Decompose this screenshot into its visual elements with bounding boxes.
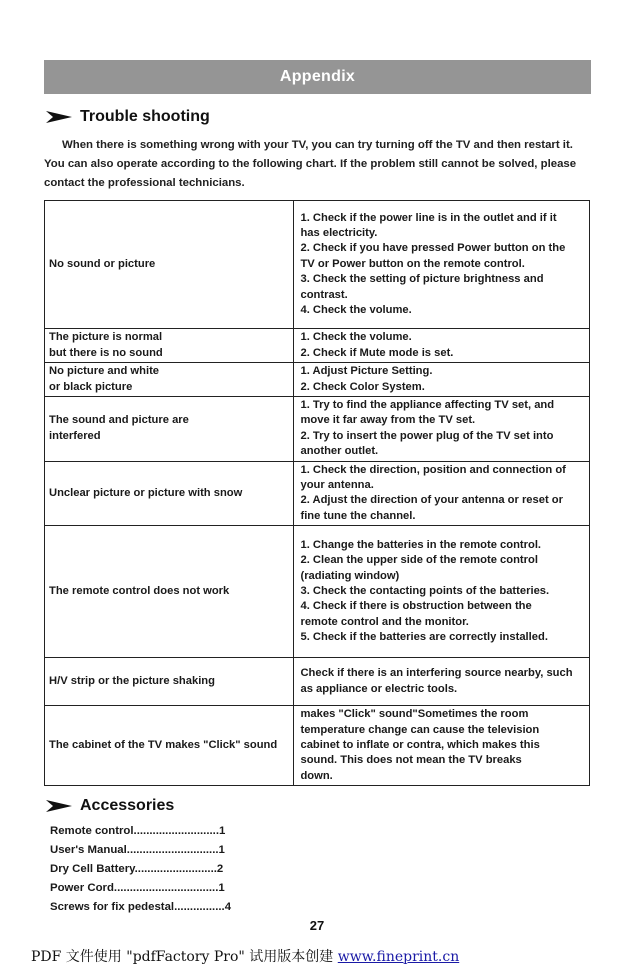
problem-cell <box>45 526 294 658</box>
table-row <box>45 461 590 526</box>
solution-text: 1. Change the batteries in the remote control. <box>300 538 542 551</box>
solution-text: move it far away from the TV set. <box>300 414 476 427</box>
page-number: 27 <box>309 918 325 933</box>
table-row <box>45 658 590 706</box>
solution-text: 1. Check the direction, position and connection of <box>300 463 566 476</box>
appendix-header <box>44 60 591 94</box>
problem-text: but there is no sound <box>49 346 163 359</box>
solution-text: your antenna. <box>300 479 374 492</box>
intro-line-2: You can also operate according to the following chart. If the problem still cannot be solved, please <box>44 158 577 170</box>
problem-text: The sound and picture are <box>49 414 189 427</box>
solution-text: down. <box>300 769 333 782</box>
solution-text: temperature change can cause the television <box>300 723 540 736</box>
table-row <box>45 706 590 786</box>
solution-cell <box>294 201 590 329</box>
solution-text: 2. Clean the upper side of the remote control <box>300 554 538 567</box>
appendix-title: Appendix <box>279 68 356 85</box>
troubleshooting-table <box>44 200 590 786</box>
problem-text: The picture is normal <box>49 331 163 344</box>
problem-cell <box>45 201 294 329</box>
arrow-bullet-icon <box>46 110 72 124</box>
solution-text: Check if there is an interfering source nearby, such <box>300 667 573 680</box>
accessories-list <box>50 822 231 917</box>
solution-text: 2. Check if you have pressed Power button on the <box>300 242 566 255</box>
problem-text: The cabinet of the TV makes "Click" sound <box>49 739 278 752</box>
accessories-title: Accessories <box>80 797 175 814</box>
problem-text: No picture and white <box>49 365 160 378</box>
solution-text: sound. This does not mean the TV breaks <box>300 754 522 767</box>
solution-text: 3. Check the setting of picture brightness and <box>300 273 544 286</box>
solution-text: 1. Adjust Picture Setting. <box>300 365 433 378</box>
solution-text: 2. Check if Mute mode is set. <box>300 346 454 359</box>
solution-text: 1. Check if the power line is in the outlet and if it <box>300 211 557 224</box>
solution-text: another outlet. <box>300 445 379 458</box>
problem-cell <box>45 706 294 786</box>
accessory-item: Power Cord.................................1 <box>50 882 225 894</box>
solution-text: TV or Power button on the remote control. <box>300 257 525 270</box>
table-row <box>45 397 590 462</box>
problem-cell <box>45 658 294 706</box>
problem-cell <box>45 397 294 462</box>
fineprint-link[interactable]: www.fineprint.cn <box>337 949 460 965</box>
solution-cell <box>294 706 590 786</box>
table-row <box>45 329 590 363</box>
solution-text: 1. Try to find the appliance affecting TV set, and <box>300 399 555 411</box>
accessory-item: Dry Cell Battery..........................2 <box>50 863 224 875</box>
solution-cell <box>294 526 590 658</box>
solution-cell <box>294 363 590 397</box>
intro-line-1: When there is something wrong with your TV, you can try turning off the TV and then restart it. <box>62 139 573 151</box>
troubleshooting-heading <box>46 108 210 126</box>
troubleshooting-title: Trouble shooting <box>80 108 210 125</box>
solution-text: 2. Try to insert the power plug of the TV set into <box>300 429 554 442</box>
solution-text: 5. Check if the batteries are correctly installed. <box>300 631 548 644</box>
solution-text: (radiating window) <box>300 569 400 582</box>
problem-cell <box>45 461 294 526</box>
solution-text: makes "Click" sound"Sometimes the room <box>300 708 529 721</box>
problem-text: interfered <box>49 429 101 442</box>
problem-text: The remote control does not work <box>49 585 230 598</box>
accessory-item: Remote control...........................1 <box>50 825 226 837</box>
table-row <box>45 526 590 658</box>
arrow-bullet-icon <box>46 799 72 813</box>
problem-text: No sound or picture <box>49 257 156 270</box>
solution-cell <box>294 658 590 706</box>
problem-cell <box>45 363 294 397</box>
problem-text: H/V strip or the picture shaking <box>49 675 215 688</box>
solution-text: cabinet to inflate or contra, which makes this <box>300 739 540 752</box>
solution-text: 1. Check the volume. <box>300 331 412 344</box>
troubleshooting-intro <box>44 136 594 193</box>
problem-cell <box>45 329 294 363</box>
solution-text: 4. Check the volume. <box>300 304 412 317</box>
footer-text: PDF 文件使用 "pdfFactory Pro" 试用版本创建 <box>31 949 338 965</box>
table-row <box>45 363 590 397</box>
solution-text: has electricity. <box>300 226 378 239</box>
problem-text: Unclear picture or picture with snow <box>49 486 243 499</box>
problem-text: or black picture <box>49 380 133 393</box>
solution-text: as appliance or electric tools. <box>300 682 458 695</box>
accessory-item: Screws for fix pedestal................4 <box>50 901 232 913</box>
solution-cell <box>294 397 590 462</box>
pdf-footer <box>31 946 631 966</box>
solution-text: 2. Check Color System. <box>300 380 425 393</box>
solution-text: fine tune the channel. <box>300 509 416 522</box>
solution-cell <box>294 461 590 526</box>
solution-text: remote control and the monitor. <box>300 615 469 628</box>
solution-cell <box>294 329 590 363</box>
accessory-item: User's Manual.............................1 <box>50 844 225 856</box>
solution-text: 4. Check if there is obstruction between the <box>300 600 532 613</box>
solution-text: 3. Check the contacting points of the batteries. <box>300 585 550 598</box>
solution-text: contrast. <box>300 288 348 301</box>
intro-line-3: contact the professional technicians. <box>44 177 245 189</box>
solution-text: 2. Adjust the direction of your antenna or reset or <box>300 494 563 507</box>
table-row <box>45 201 590 329</box>
accessories-heading <box>46 797 174 815</box>
